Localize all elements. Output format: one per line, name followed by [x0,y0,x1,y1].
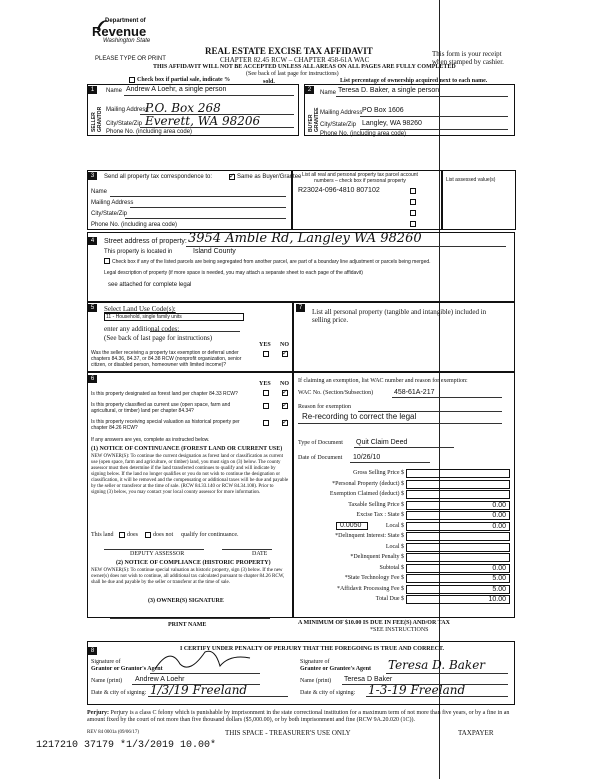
type-or-print: PLEASE TYPE OR PRINT [95,56,166,62]
send-correspondence-label: Send all property tax correspondence to: [104,174,213,180]
taxpayer-label: TAXPAYER [458,729,494,737]
checkmark-icon: ✓ [282,418,288,426]
buyer-address-label: Mailing Address [320,110,363,116]
buyer-city[interactable]: Langley, WA 98260 [362,120,422,127]
grantee-name[interactable]: Teresa D Baker [344,676,393,683]
partial-sale-checkbox[interactable] [129,77,135,83]
seller-city[interactable]: Everett, WA 98206 [145,114,261,128]
this-land-label: This land [91,532,114,538]
section-6-number: 6 [88,375,97,383]
tax-row-label: Taxable Selling Price $ [348,502,404,508]
tax-row-label: Local $ [385,523,404,529]
form-title: REAL ESTATE EXCISE TAX AFFIDAVIT [205,46,373,56]
seller-address[interactable]: P.O. Box 268 [145,101,221,115]
buyer-city-label: City/State/Zip [320,122,357,128]
exemption-question: Was the seller receiving a property tax exemption or deferral under chapters 84.36, 84.37, or 84.38 RCW (nonprofit organization, senior citizen, or disabled person, homeowner with limited income)? [91,350,242,368]
checkmark-icon: ✓ [282,401,288,409]
grantor-name[interactable]: Andrew A Loehr [135,676,185,683]
certify-statement: I CERTIFY UNDER PENALTY OF PERJURY THAT THE FOREGOING IS TRUE AND CORRECT. [180,646,445,652]
send-city-label: City/State/Zip [91,211,128,217]
section-8-number: 8 [88,647,97,655]
historic-question: Is this property receiving special valuation as historical property per chapter 84.26 RCW? [91,419,240,431]
grantor-signature-icon [150,644,260,674]
does-label: does [127,532,138,538]
tax-row-value-box [406,532,510,541]
buyer-tag: BUYER GRANTEE [308,107,320,132]
grantor-name-label: Name (print) [91,678,123,684]
buyer-phone-label: Phone No. (including area code) [320,131,407,137]
tax-row-label: *Affidavit Processing Fee $ [336,586,404,592]
tax-row-label: *State Technology Fee $ [344,575,404,581]
buyer-address[interactable]: PO Box 1606 [362,107,404,114]
section-4-number: 4 [88,237,97,245]
tax-row-value[interactable]: 5.00 [492,586,506,593]
tax-row-label: *Delinquent Interest: State $ [335,533,404,539]
partial-sale-sold: sold. [263,79,275,85]
does-not-label: does not [153,532,174,538]
tax-row-value-box [406,469,510,478]
section-2-number: 2 [305,86,314,94]
doc-date-value[interactable]: 10/26/10 [353,454,381,461]
legal-description[interactable]: see attached for complete legal [108,282,192,288]
exemption-claim-label: If claiming an exemption, list WAC number and reason for exemption: [298,378,468,384]
tax-row-value-box [406,543,510,552]
form-chapters: CHAPTER 82.45 RCW – CHAPTER 458-61A WAC [220,56,370,64]
grantee-name-label: Name (print) [300,678,332,684]
checkmark-icon: ✓ [282,388,288,396]
land-use-see-back: (See back of last page for instructions) [104,334,213,342]
grantor-date-label: Date & city of signing: [91,690,147,696]
perjury-label: Perjury: [87,710,109,716]
forest-yes-checkbox[interactable] [263,390,269,396]
tax-row-label: Exemption Claimed (deduct) $ [329,491,404,497]
seller-phone-label: Phone No. (including area code) [106,129,193,135]
no-header-6: NO [280,381,289,387]
seller-address-label: Mailing Address [106,107,149,113]
tax-row-label: Subtotal $ [379,565,404,571]
historic-yes-checkbox[interactable] [263,420,269,426]
minimum-due-note: A MINIMUM OF $10.00 IS DUE IN FEE(S) AND/OR TAX [298,620,450,626]
street-address-label: Street address of property: [104,238,187,245]
additional-codes-label: enter any additional codes: [104,325,180,333]
tax-row-value[interactable]: 10.00 [488,596,506,603]
tax-row-value-box [406,553,510,562]
grantor-date-city[interactable]: 1/3/19 Freeland [150,683,248,697]
current-use-question: Is this property classified as current use (open space, farm and agricultural, or timber) land per chapter 84.34? [91,402,231,414]
local-rate[interactable]: 0.0050 [340,522,362,529]
yes-header-5: YES [259,342,271,348]
doc-date-label: Date of Document [298,455,343,461]
partial-sale-label: Check box if partial sale, indicate % [137,77,231,83]
segregated-parcel-checkbox[interactable] [104,258,110,264]
grantee-date-label: Date & city of signing: [300,690,356,696]
logo-dept: Department of [105,18,146,24]
revenue-logo [92,18,175,46]
tax-row-label: Total Due $ [375,596,404,602]
grantee-sig-label: Signature of [300,659,330,665]
print-name-label: PRINT NAME [168,622,207,628]
tax-row-label: Excise Tax : State $ [356,512,404,518]
grantee-date-city[interactable]: 1-3-19 Freeland [368,683,466,697]
tax-row-value-box [406,480,510,489]
county-text: This property is located in [104,249,173,255]
logo-state: Washington State [103,38,151,44]
exemption-yes-checkbox[interactable] [263,351,269,357]
send-phone-label: Phone No. (including area code) [91,222,178,228]
deputy-date-label: DATE [252,551,268,557]
checkmark-icon: ✓ [282,349,288,357]
grantor-agent-label: Grantor or Grantor's Agent [91,666,163,672]
buyer-name-label: Name [320,90,337,96]
tax-row-value-box [406,490,510,499]
doc-type-value[interactable]: Quit Claim Deed [356,439,408,446]
receipt-note: This form is your receipt when stamped by cashier. [432,50,504,66]
seller-name-label: Name [106,88,123,94]
send-name-label: Name [91,189,108,195]
parcel-header: List all real and personal property tax parcel account numbers – check box if personal property [302,172,418,184]
tax-row-value[interactable]: 5.00 [492,575,506,582]
segregated-parcel-label: Check box if any of the listed parcels are being segregated from another parcel, are part of a boundary line adjustment or parcels being merged. [112,259,431,265]
forest-land-question: Is this property designated as forest land per chapter 84.33 RCW? [91,391,238,397]
section-5-number: 5 [88,304,97,312]
wac-label: WAC No. (Section/Subsection) [298,390,374,396]
grantee-agent-label: Grantee or Grantee's Agent [300,666,372,672]
grantor-sig-label: Signature of [91,659,121,665]
reason-value[interactable]: Re-recording to correct the legal [302,412,417,421]
notice-continuance-title: (1) NOTICE OF CONTINUANCE (FOREST LAND OR CURRENT USE) [91,446,283,452]
personal-property-checkbox-1[interactable] [410,188,416,194]
cashier-stamp: 1217210 37179 *1/3/2019 10.00* [36,740,217,751]
perjury-text: Perjury is a class C felony which is punishable by imprisonment in the state correctional institution for a maximum term of not more than five years, or by a fine in an amount fixed by the court of not more than five thousand dollars ($5,000.00), or by both imprisonment and fine (RCW 9A.20.020 (1C)). [87,710,510,723]
form-see-back: (See back of last page for instructions) [246,71,339,77]
send-address-label: Mailing Address [91,200,134,206]
legal-description-label: Legal description of property (if more space is needed, you may attach a separate sheet to each page of the affidavit) [104,270,363,276]
land-use-label: Select Land Use Code(s): [104,305,176,313]
checkmark-icon: ✓ [229,172,235,180]
does-qualify-checkbox[interactable] [119,532,125,538]
tax-row-label: Local $ [385,544,404,550]
reason-label: Reason for exemption [298,404,351,410]
notice-continuance-body: NEW OWNER(S): To continue the current designation as forest land or classification as current use (open space, farm and agriculture, or timber) land, you must sign on (3) below. The county assessor must then determine if the land transferred continues to qualify and will indicate by signing below. If the land no longer qualifies or you do not wish to continue the designation or classification, it will be removed and the compensating or additional taxes will be due and payable by the seller or transferor at the time of sale. (RCW 84.33.140 or RCW 84.34.108). Prior to signing (3) below, you may contact your local county assessor for more information. [91,454,289,495]
tax-row-label: *Personal Property (deduct) $ [332,481,404,487]
qualify-label: qualify for continuance. [181,532,239,538]
owner-signature-label: (3) OWNER(S) SIGNATURE [148,598,224,604]
ownership-note: List percentage of ownership acquired next to each name. [340,78,488,84]
section-3-number: 3 [88,172,97,180]
form-revision: REV 84 0001a (09/06/17) [87,730,139,735]
buyer-name[interactable]: Teresa D. Baker, a single person [338,87,440,94]
land-use-value: 11 - Household, single family units [106,314,182,320]
seller-city-label: City/State/Zip [106,121,143,127]
tax-row-value[interactable]: 0.00 [492,512,506,519]
tax-row-label: *Delinquent Penalty $ [350,554,404,560]
wac-value[interactable]: 458-61A-217 [394,389,435,396]
no-header-5: NO [280,342,289,348]
grantee-signature[interactable]: Teresa D. Baker [388,658,486,672]
personal-property-checkbox-4[interactable] [410,221,416,227]
county-value[interactable]: Island County [193,248,236,255]
yes-header-6: YES [259,381,271,387]
seller-name[interactable]: Andrew A Loehr, a single person [126,86,227,93]
doc-type-label: Type of Document [298,440,343,446]
does-not-qualify-checkbox[interactable] [145,532,151,538]
any-yes-note: If any answers are yes, complete as instructed below. [91,437,210,443]
see-instructions: *SEE INSTRUCTIONS [370,627,429,633]
current-use-yes-checkbox[interactable] [263,403,269,409]
form-warning: THIS AFFIDAVIT WILL NOT BE ACCEPTED UNLESS ALL AREAS ON ALL PAGES ARE FULLY COMPLETED [153,64,456,70]
section-1-number: 1 [88,86,97,94]
notice-compliance-body: NEW OWNER(S): To continue special valuation as historic property, sign (3) below. If the new owner(s) does not wish to continue, all additional tax calculated pursuant to chapter 84.26 RCW, shall be due and payable by the seller or transferor at the time of sale. [91,568,285,585]
personal-property-checkbox-2[interactable] [410,199,416,205]
personal-property-label: List all personal property (tangible and intangible) included in selling price. [312,308,487,324]
street-address[interactable]: 3954 Amble Rd, Langley WA 98260 [188,231,422,246]
parcel-number[interactable]: R23024-096-4810 807102 [298,187,380,194]
treasurer-use-only: THIS SPACE - TREASURER'S USE ONLY [225,729,351,737]
deputy-assessor-label: DEPUTY ASSESSOR [130,551,185,557]
section-7-number: 7 [296,304,305,312]
perjury-notice [87,710,515,724]
tax-row-value[interactable]: 0.00 [492,523,506,530]
tax-row-value[interactable]: 0.00 [492,502,506,509]
personal-property-checkbox-3[interactable] [410,210,416,216]
seller-tag: SELLER GRANTOR [91,106,103,132]
tax-row-label: Gross Selling Price $ [353,470,404,476]
logo-name: Revenue [92,24,147,39]
tax-row-value[interactable]: 0.00 [492,565,506,572]
assessed-header: List assessed value(s) [446,177,496,183]
notice-compliance-title: (2) NOTICE OF COMPLIANCE (HISTORIC PROPERTY) [116,560,271,566]
same-as-buyer-label: Same as Buyer/Grantee [237,174,302,180]
